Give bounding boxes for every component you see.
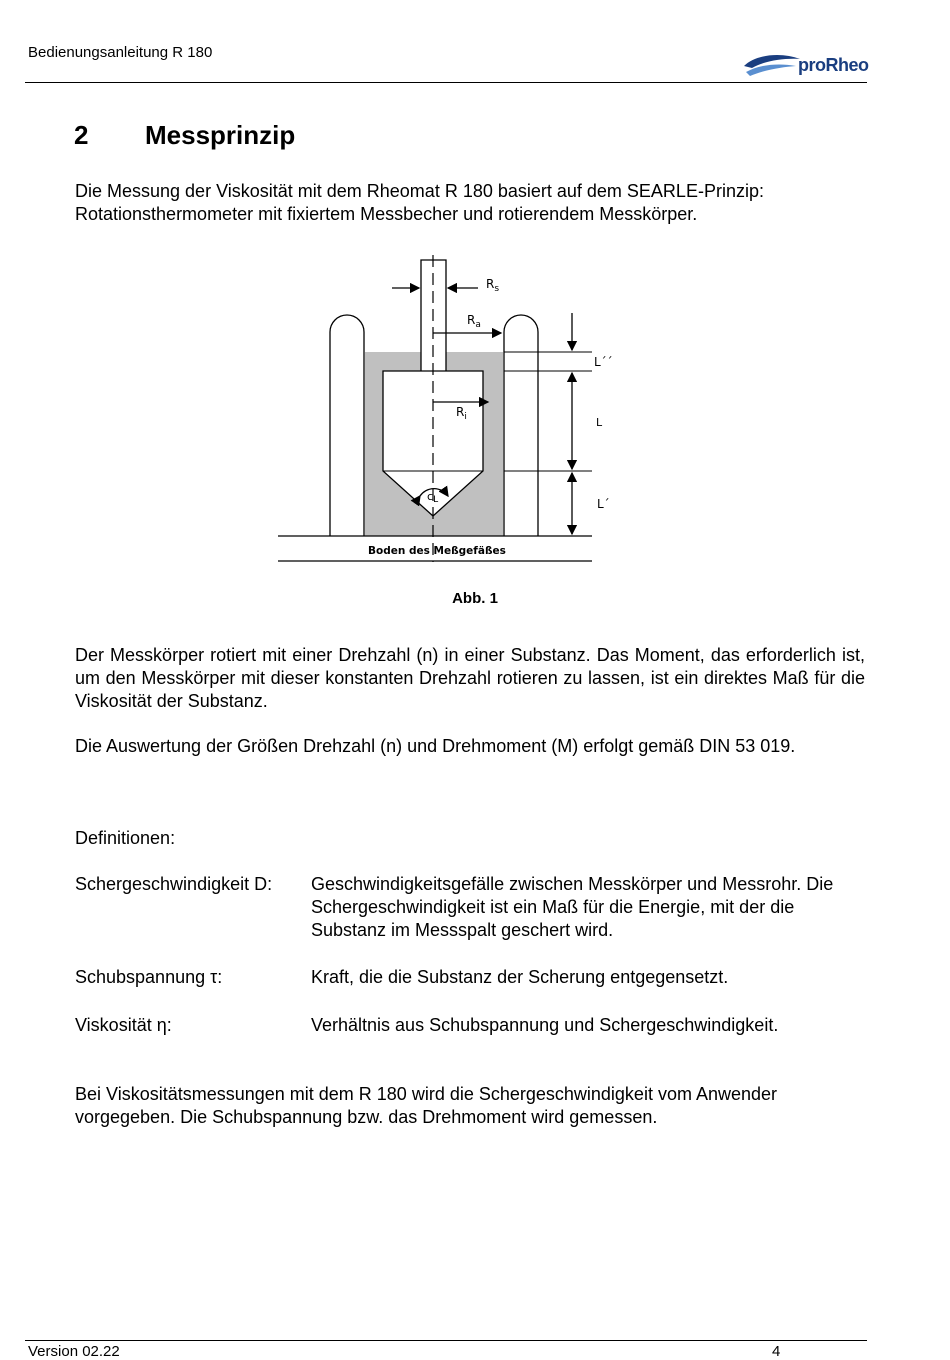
closing-paragraph: Bei Viskositätsmessungen mit dem R 180 wird die Schergeschwindigkeit vom Anwender vorgegeben. Die Schubspannung bzw. das Drehmoment wird gemessen. xyxy=(75,1084,778,1127)
label-bottom: Boden des Meßgefäßes xyxy=(368,545,506,557)
label-ri: $R_i$ xyxy=(456,405,467,422)
definition-term: Schubspannung τ: xyxy=(75,967,223,987)
label-l-double: L´´ xyxy=(594,355,613,369)
prorheo-logo xyxy=(742,50,872,82)
section-heading xyxy=(74,120,295,151)
definition-description: Kraft, die die Substanz der Scherung entgegensetzt. xyxy=(311,967,729,987)
definition-term: Schergeschwindigkeit D: xyxy=(75,874,273,894)
page-number: 4 xyxy=(772,1343,781,1360)
section-title: Messprinzip xyxy=(145,120,296,150)
definition-term: Viskosität η: xyxy=(75,1015,172,1035)
label-rs: $R_s$ xyxy=(486,277,500,294)
figure-caption: Abb. 1 xyxy=(452,590,498,607)
label-ra: $R_a$ xyxy=(467,313,481,330)
header-rule xyxy=(25,82,867,83)
label-cl: cL xyxy=(427,490,439,505)
cup-right-wall xyxy=(504,315,538,536)
logo-swoosh-icon xyxy=(742,50,802,80)
footer-rule xyxy=(25,1340,867,1341)
cup-left-wall xyxy=(330,315,364,536)
definitions-heading: Definitionen: xyxy=(75,828,176,848)
logo-text: proRheo xyxy=(798,55,869,75)
label-l-single: L´ xyxy=(597,497,610,511)
header-title: Bedienungsanleitung R 180 xyxy=(28,44,213,61)
footer-version: Version 02.22 xyxy=(28,1343,120,1360)
intro-paragraph: Die Messung der Viskosität mit dem Rheomat R 180 basiert auf dem SEARLE-Prinzip: Rotationsthermometer mit fixiertem Messbecher und rotierendem Messkörper. xyxy=(75,181,764,224)
label-l: L xyxy=(596,416,603,429)
paragraph-rotation: Der Messkörper rotiert mit einer Drehzahl (n) in einer Substanz. Das Moment, das erforderlich ist, um den Messkörper mit dieser konstanten Drehzahl rotieren zu lassen, ist ein direktes Maß für die Viskosität der Substanz. xyxy=(75,645,865,711)
definition-description: Verhältnis aus Schubspannung und Schergeschwindigkeit. xyxy=(311,1015,779,1035)
definition-description: Geschwindigkeitsgefälle zwischen Messkörper und Messrohr. Die Schergeschwindigkeit ist ein Maß für die Energie, mit der die Substanz im Messspalt geschert wird. xyxy=(311,874,834,940)
section-number: 2 xyxy=(74,120,89,150)
paragraph-din: Die Auswertung der Größen Drehzahl (n) und Drehmoment (M) erfolgt gemäß DIN 53 019. xyxy=(75,736,796,756)
searle-diagram xyxy=(270,250,613,570)
